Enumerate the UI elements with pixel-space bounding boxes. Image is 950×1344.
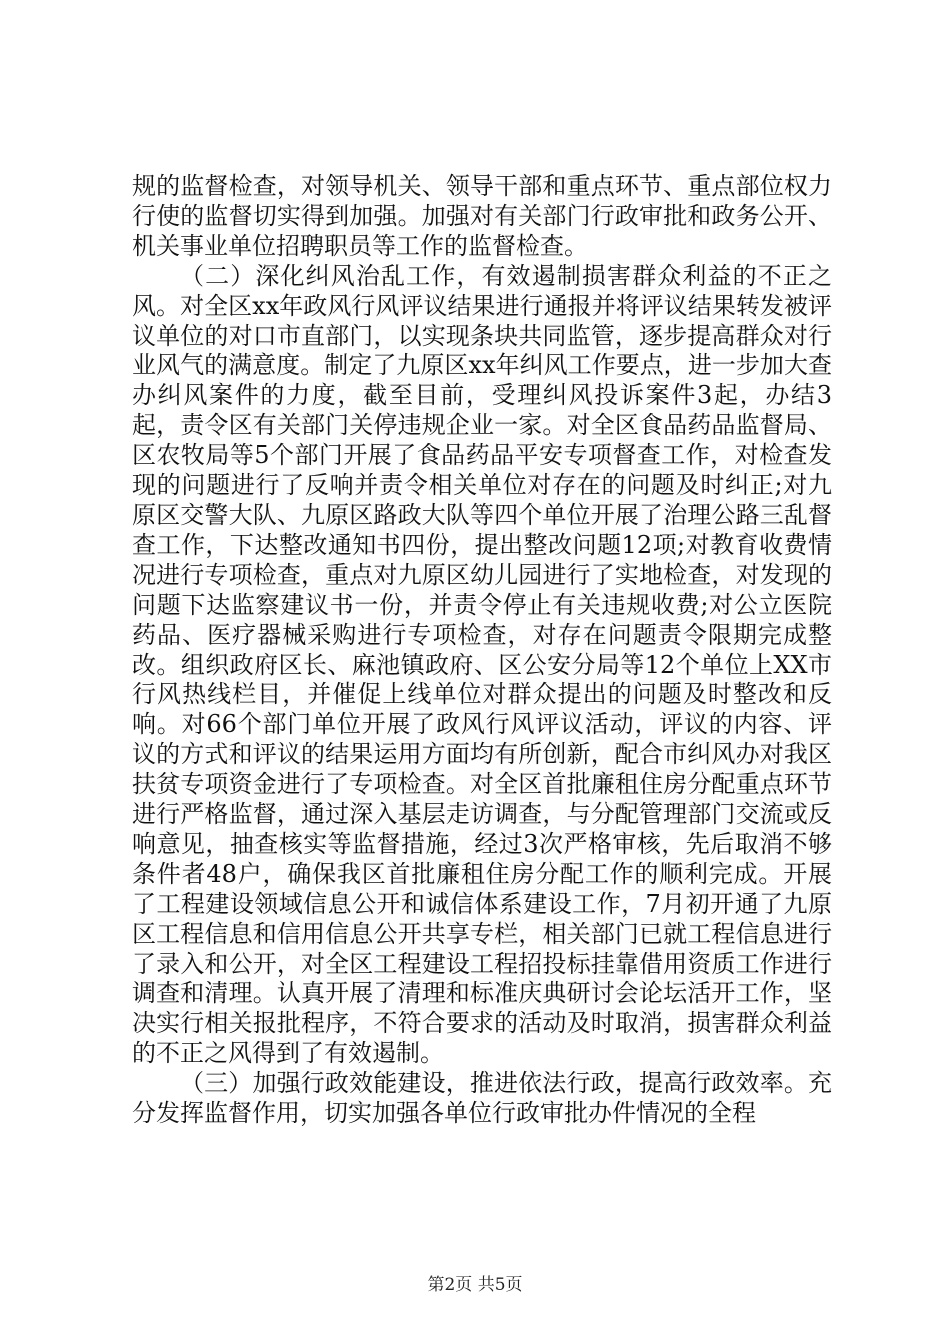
paragraph-section-two: （二）深化纠风治乱工作，有效遏制损害群众利益的不正之风。对全区xx年政风行风评议结果进行通报并将评议结果转发被评议单位的对口市直部门，以实现条块共同监管，逐步提高群众对行业风气的满意度。制定了九原区xx年纠风工作要点，进一步加大查办纠风案件的力度，截至目前，受理纠风投诉案件3起，办结3起，责令区有关部门关停违规企业一家。对全区食品药品监督局、区农牧局等5个部门开展了食品药品平安专项督查工作，对检查发现的问题进行了反响并责令相关单位对存在的问题及时纠正;对九原区交警大队、九原区路政大队等四个单位开展了治理公路三乱督查工作，下达整改通知书四份，提出整改问题12项;对教育收费情况进行专项检查，重点对九原区幼儿园进行了实地检查，对发现的问题下达监察建议书一份，并责令停止有关违规收费;对公立医院药品、医疗器械采购进行专项检查，对存在问题责令限期完成整改。组织政府区长、麻池镇政府、区公安分局等12个单位上XX市行风热线栏目，并催促上线单位对群众提出的问题及时整改和反响。对66个部门单位开展了政风行风评议活动，评议的内容、评议的方式和评议的结果运用方面均有所创新，配合市纠风办对我区扶贫专项资金进行了专项检查。对全区首批廉租住房分配重点环节进行严格监督，通过深入基层走访调查，与分配管理部门交流或反响意见，抽查核实等监督措施，经过3次严格审核，先后取消不够条件者48户，确保我区首批廉租住房分配工作的顺利完成。开展了工程建设领域信息公开和诚信体系建设工作，7月初开通了九原区工程信息和信用信息公开共享专栏，相关部门已就工程信息进行了录入和公开，对全区工程建设工程招投标挂靠借用资质工作进行调查和清理。认真开展了清理和标准庆典研讨会论坛活开工作，坚决实行相关报批程序，不符合要求的活动及时取消，损害群众利益的不正之风得到了有效遏制。 [132, 261, 832, 1068]
paragraph-section-three: （三）加强行政效能建设，推进依法行政，提高行政效率。充分发挥监督作用，切实加强各单位行政审批办件情况的全程 [132, 1069, 832, 1128]
paragraph-continuation: 规的监督检查，对领导机关、领导干部和重点环节、重点部位权力行使的监督切实得到加强。加强对有关部门行政审批和政务公开、机关事业单位招聘职员等工作的监督检查。 [132, 172, 832, 260]
document-body [132, 172, 832, 1129]
page-number-footer: 第2页 共5页 [427, 1275, 523, 1295]
